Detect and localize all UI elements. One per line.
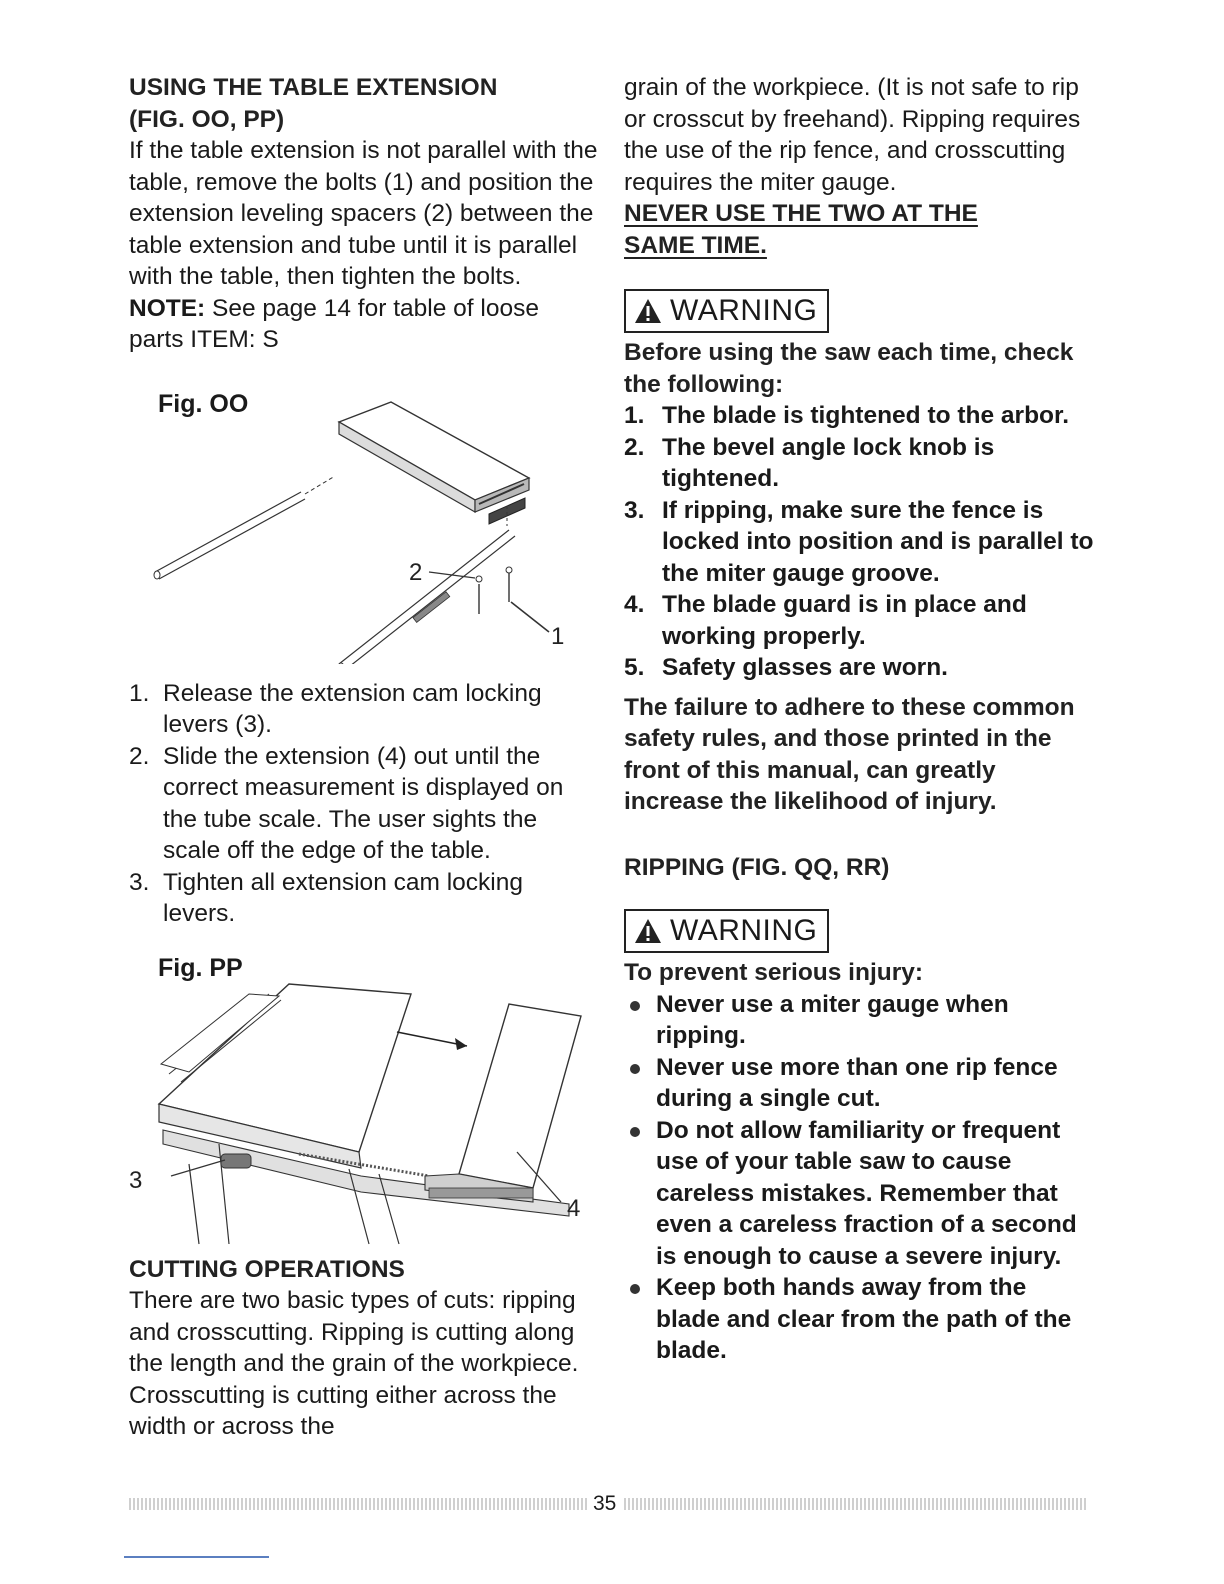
list-item: 1. Release the extension cam locking levers (3). — [129, 679, 542, 738]
bullet-icon — [630, 1001, 640, 1011]
figure-pp-drawing — [129, 954, 599, 1254]
list-item: Do not allow familiarity or frequent use of your table saw to cause careless mistakes. Remember that even a careless fraction of a second is enough to cause a severe injury. — [624, 1115, 1094, 1273]
note-paragraph — [129, 293, 599, 356]
warning-box-1 — [624, 289, 1094, 333]
ripping-heading: RIPPING (FIG. QQ, RR) — [624, 853, 890, 881]
callout-1: 1 — [551, 622, 565, 650]
warning-triangle-icon — [634, 298, 662, 324]
left-column — [129, 72, 599, 1443]
list-item: 3. Tighten all extension cam locking levers. — [129, 868, 523, 927]
callout-4: 4 — [567, 1194, 581, 1222]
list-item: Never use a miter gauge when ripping. — [624, 989, 1094, 1052]
list-item: 4. The blade guard is in place and working properly. — [624, 591, 1027, 650]
figure-oo-drawing — [129, 374, 599, 664]
footer-rule-left — [129, 1498, 587, 1510]
footer-rule-right — [624, 1498, 1086, 1510]
list-item: Never use more than one rip fence during a single cut. — [624, 1052, 1094, 1115]
bullet-icon — [630, 1127, 640, 1137]
warning-2-bullets — [624, 989, 1094, 1367]
continued-paragraph: grain of the workpiece. (It is not safe to rip or crosscut by freehand). Ripping requires the use of the rip fence, and crosscutting requires the miter gauge. — [624, 74, 1081, 196]
cutting-heading: CUTTING OPERATIONS — [129, 1255, 405, 1283]
warning-triangle-icon — [634, 918, 662, 944]
cutting-paragraph: There are two basic types of cuts: ripping and crosscutting. Ripping is cutting along the length and the grain of the workpiece. Crosscutting is cutting either across the width or across the — [129, 1287, 579, 1440]
warning-2-intro: To prevent serious injury: — [624, 959, 924, 986]
extension-heading: USING THE TABLE EXTENSION (FIG. OO, PP) — [129, 74, 498, 133]
never-use-notice: NEVER USE THE TWO AT THE SAME TIME. — [624, 200, 978, 259]
figure-oo-label: Fig. OO — [158, 389, 249, 418]
warning-1-checklist — [624, 400, 1094, 684]
warning-1-intro: Before using the saw each time, check the following: — [624, 339, 1074, 398]
list-item: Keep both hands away from the blade and clear from the path of the blade. — [624, 1272, 1094, 1367]
figure-pp-label: Fig. PP — [158, 953, 243, 982]
figure-pp — [129, 954, 599, 1254]
warning-label-2: WARNING — [624, 909, 829, 953]
extension-steps — [129, 678, 599, 930]
page-number: 35 — [593, 1492, 617, 1515]
callout-3: 3 — [129, 1166, 143, 1194]
extension-paragraph: If the table extension is not parallel with the table, remove the bolts (1) and position the extension leveling spacers (2) between the table extension and tube until it is parallel with the table, then tighten the bolts. — [129, 137, 598, 290]
note-label: NOTE: — [129, 294, 206, 322]
list-item: 3. If ripping, make sure the fence is locked into position and is parallel to the miter gauge groove. — [624, 496, 1094, 587]
warning-label-1: WARNING — [624, 289, 829, 333]
callout-2: 2 — [409, 558, 423, 586]
list-item: 2. Slide the extension (4) out until the correct measurement is displayed on the tube scale. The user sights the scale off the edge of the table. — [129, 742, 564, 864]
warning-1-outro: The failure to adhere to these common safety rules, and those printed in the front of this manual, can greatly increase the likelihood of injury. — [624, 693, 1075, 815]
figure-oo — [129, 374, 599, 664]
list-item: 2. The bevel angle lock knob is tightened. — [624, 433, 995, 492]
warning-box-2 — [624, 909, 1094, 953]
list-item: 5. Safety glasses are worn. — [624, 654, 948, 681]
bullet-icon — [630, 1064, 640, 1074]
bullet-icon — [630, 1284, 640, 1294]
bottom-rule — [124, 1556, 269, 1558]
list-item: 1. The blade is tightened to the arbor. — [624, 402, 1070, 429]
note-text: See page 14 for table of loose parts ITEM: S — [129, 294, 539, 353]
right-column — [624, 72, 1094, 1367]
